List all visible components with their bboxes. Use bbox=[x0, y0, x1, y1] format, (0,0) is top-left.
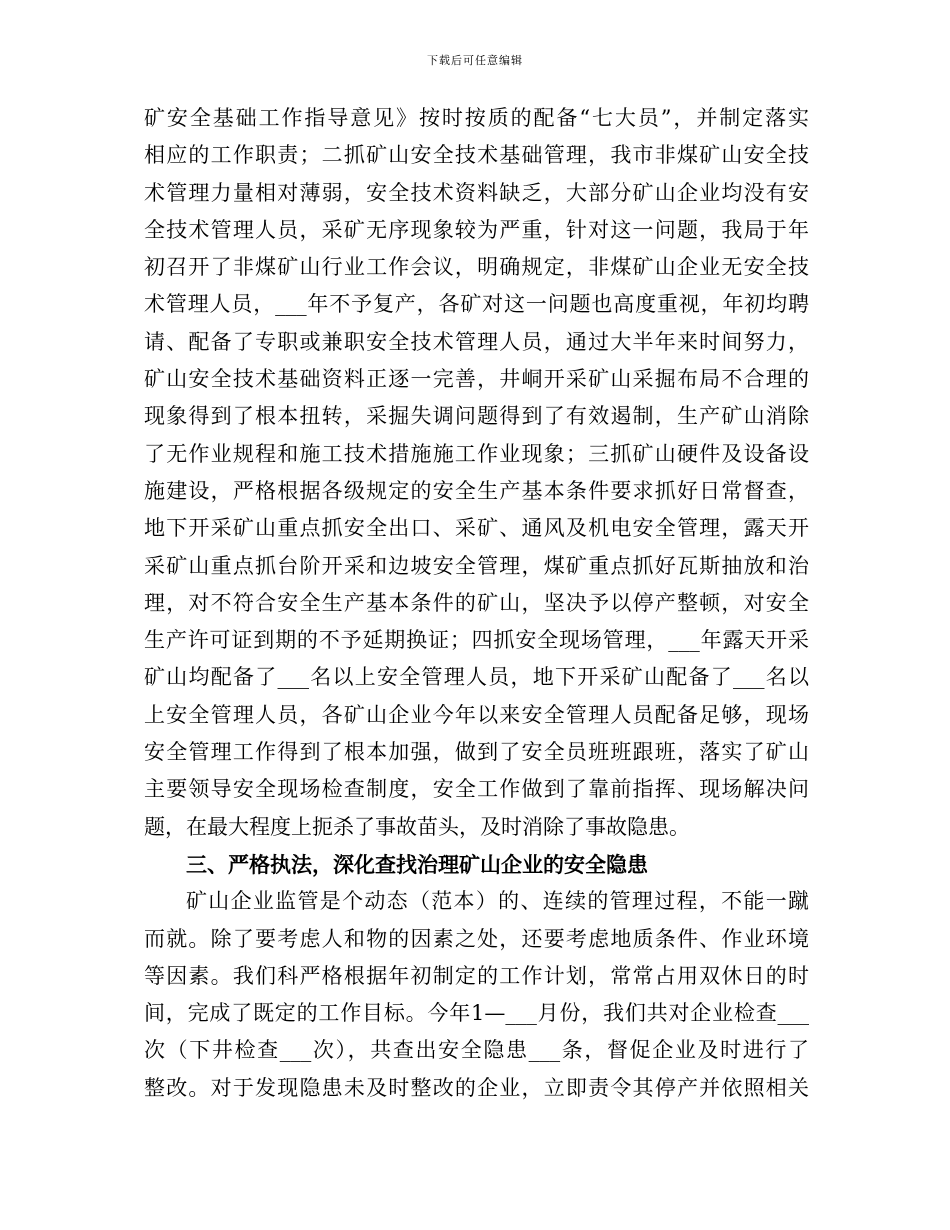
text-line: 全技术管理人员，采矿无序现象较为严重，针对这一问题，我局于年 bbox=[144, 217, 809, 242]
text-line: 相应的工作职责；二抓矿山安全技术基础管理，我市非煤矿山安全技 bbox=[144, 143, 809, 168]
text-line: 现象得到了根本扭转，采掘失调问题得到了有效遏制，生产矿山消除 bbox=[144, 404, 809, 429]
text-line: 而就。除了要考虑人和物的因素之处，还要考虑地质条件、作业环境 bbox=[144, 926, 809, 951]
text-line: 整改。对于发现隐患未及时整改的企业，立即责令其停产并依照相关 bbox=[144, 1075, 809, 1100]
text-line: 术管理力量相对薄弱，安全技术资料缺乏，大部分矿山企业均没有安 bbox=[144, 180, 809, 205]
text-line: 理，对不符合安全生产基本条件的矿山，坚决予以停产整顿，对安全 bbox=[144, 590, 809, 615]
text-line: 主要领导安全现场检查制度，安全工作做到了靠前指挥、现场解决问 bbox=[144, 777, 809, 802]
text-line: 了无作业规程和施工技术措施施工作业现象；三抓矿山硬件及设备设 bbox=[144, 441, 809, 466]
page-header: 下载后可任意编辑 bbox=[427, 54, 523, 67]
text-line: 地下开采矿山重点抓安全出口、采矿、通风及机电安全管理，露天开 bbox=[144, 516, 809, 541]
text-line: 等因素。我们科严格根据年初制定的工作计划，常常占用双休日的时 bbox=[144, 963, 809, 988]
text-line: 术管理人员，___年不予复产，各矿对这一问题也高度重视，年初均聘 bbox=[144, 292, 809, 317]
document-body bbox=[144, 100, 809, 1107]
text-line: 矿山企业监管是个动态（范本）的、连续的管理过程，不能一蹴 bbox=[186, 889, 809, 914]
text-line: 施建设，严格根据各级规定的安全生产基本条件要求抓好日常督查， bbox=[144, 478, 809, 503]
text-line: 间，完成了既定的工作目标。今年1—___月份，我们共对企业检查___ bbox=[144, 1001, 809, 1026]
text-line: 初召开了非煤矿山行业工作会议，明确规定，非煤矿山企业无安全技 bbox=[144, 255, 809, 280]
text-line: 题，在最大程度上扼杀了事故苗头，及时消除了事故隐患。 bbox=[144, 814, 690, 839]
text-line: 次（下井检查___次），共查出安全隐患___条，督促企业及时进行了 bbox=[144, 1038, 809, 1063]
text-line: 采矿山重点抓台阶开采和边坡安全管理，煤矿重点抓好瓦斯抽放和治 bbox=[144, 553, 809, 578]
text-line: 请、配备了专职或兼职安全技术管理人员，通过大半年来时间努力， bbox=[144, 329, 809, 354]
text-line: 矿安全基础工作指导意见》按时按质的配备“七大员”，并制定落实 bbox=[144, 106, 809, 130]
text-line: 矿山安全技术基础资料正逐一完善，井峒开采矿山采掘布局不合理的 bbox=[144, 367, 809, 392]
text-line: 上安全管理人员，各矿山企业今年以来安全管理人员配备足够，现场 bbox=[144, 702, 809, 727]
text-line: 生产许可证到期的不予延期换证；四抓安全现场管理，___年露天开采 bbox=[144, 628, 809, 653]
text-line: 矿山均配备了___名以上安全管理人员，地下开采矿山配备了___名以 bbox=[144, 665, 809, 690]
section-heading: 三、严格执法，深化查找治理矿山企业的安全隐患 bbox=[186, 851, 648, 877]
text-line: 安全管理工作得到了根本加强，做到了安全员班班跟班，落实了矿山 bbox=[144, 740, 809, 765]
